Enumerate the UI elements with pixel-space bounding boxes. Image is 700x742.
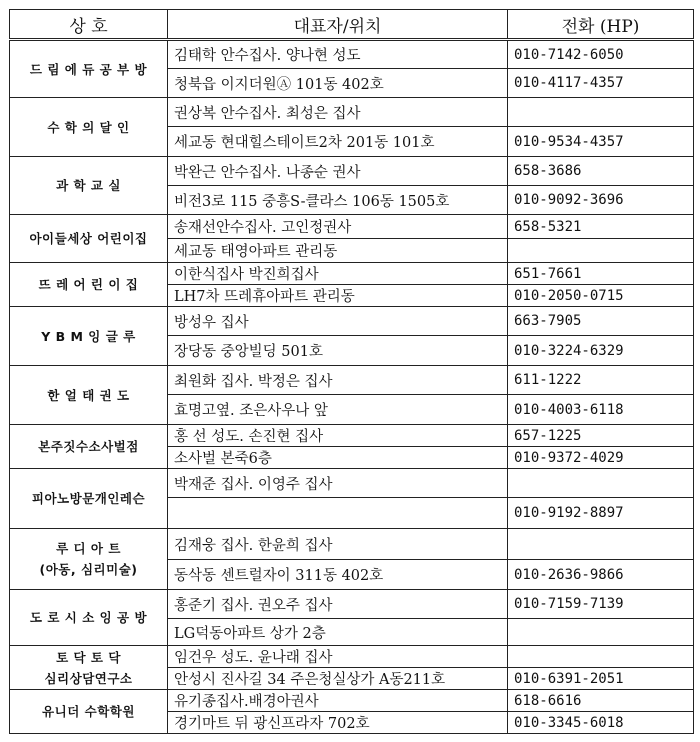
phone-cell: 010-3224-6329: [508, 336, 694, 366]
representative-cell: 홍준기 집사. 권오주 집사: [168, 590, 508, 619]
phone-cell: 010-6391-2051: [508, 668, 694, 690]
phone-cell: 010-9092-3696: [508, 186, 694, 215]
representative-cell: 경기마트 뒤 광신프라자 702호: [168, 712, 508, 734]
phone-cell: 651-7661: [508, 263, 694, 285]
header-row: [10, 10, 694, 40]
representative-cell: 김태학 안수집사. 양나현 성도: [168, 40, 508, 69]
phone-cell: 010-2636-9866: [508, 560, 694, 590]
representative-cell: 임건우 성도. 윤나래 집사: [168, 646, 508, 668]
business-name-cell: 수 학 의 달 인: [10, 98, 168, 157]
business-name-cell: 유니더 수학학원: [10, 690, 168, 734]
representative-cell: 박완근 안수집사. 나종순 권사: [168, 157, 508, 186]
representative-cell: 비전3로 115 중흥S-클라스 106동 1505호: [168, 186, 508, 215]
phone-cell: 010-2050-0715: [508, 285, 694, 307]
table-row: [10, 263, 694, 285]
representative-cell: 최원화 집사. 박정은 집사: [168, 366, 508, 395]
representative-cell: LH7차 뜨레휴아파트 관리동: [168, 285, 508, 307]
table-row: [10, 40, 694, 69]
representative-cell: [168, 498, 508, 529]
representative-cell: 효명고옆. 조은사우나 앞: [168, 395, 508, 425]
phone-cell: 658-5321: [508, 215, 694, 239]
phone-cell: 010-4117-4357: [508, 69, 694, 98]
business-directory-table: [9, 9, 694, 734]
representative-cell: 김재웅 집사. 한윤희 집사: [168, 529, 508, 560]
phone-cell: 663-7905: [508, 307, 694, 336]
phone-cell: [508, 619, 694, 646]
representative-cell: 방성우 집사: [168, 307, 508, 336]
business-name-cell: 뜨 레 어 린 이 집: [10, 263, 168, 307]
table-row: [10, 366, 694, 395]
phone-cell: 618-6616: [508, 690, 694, 712]
phone-cell: 658-3686: [508, 157, 694, 186]
representative-cell: 유기종집사.배경아권사: [168, 690, 508, 712]
directory-body: [10, 40, 694, 734]
table-row: [10, 590, 694, 619]
phone-cell: [508, 646, 694, 668]
phone-cell: 010-3345-6018: [508, 712, 694, 734]
phone-cell: [508, 98, 694, 127]
header-name: 상 호: [10, 10, 168, 40]
representative-cell: 청북읍 이지더원Ⓐ 101동 402호: [168, 69, 508, 98]
representative-cell: 동삭동 센트럴자이 311동 402호: [168, 560, 508, 590]
phone-cell: [508, 469, 694, 498]
table-row: [10, 157, 694, 186]
phone-cell: 010-9372-4029: [508, 447, 694, 469]
business-name-cell: 토 닥 토 닥 심리상담연구소: [10, 646, 168, 690]
representative-cell: 세교동 현대힐스테이트2차 201동 101호: [168, 127, 508, 157]
representative-cell: 홍 선 성도. 손진현 집사: [168, 425, 508, 447]
phone-cell: 010-7159-7139: [508, 590, 694, 619]
directory-sheet: [9, 9, 693, 734]
representative-cell: 권상복 안수집사. 최성은 집사: [168, 98, 508, 127]
table-row: [10, 646, 694, 668]
business-name-cell: Y B M 잉 글 루: [10, 307, 168, 366]
representative-cell: 박재준 집사. 이영주 집사: [168, 469, 508, 498]
header-rep: 대표자/위치: [168, 10, 508, 40]
business-name-cell: 드 림 에 듀 공 부 방: [10, 40, 168, 98]
phone-cell: 010-9192-8897: [508, 498, 694, 529]
business-name-cell: 도 로 시 소 잉 공 방: [10, 590, 168, 646]
representative-cell: 송재선안수집사. 고인정권사: [168, 215, 508, 239]
phone-cell: [508, 239, 694, 263]
table-row: [10, 469, 694, 498]
representative-cell: 세교동 태영아파트 관리동: [168, 239, 508, 263]
header-tel: 전화 (HP): [508, 10, 694, 40]
business-name-cell: 본주짓수소사벌점: [10, 425, 168, 469]
phone-cell: 010-7142-6050: [508, 40, 694, 69]
table-row: [10, 690, 694, 712]
phone-cell: 010-9534-4357: [508, 127, 694, 157]
representative-cell: LG덕동아파트 상가 2층: [168, 619, 508, 646]
representative-cell: 장당동 중앙빌딩 501호: [168, 336, 508, 366]
representative-cell: 안성시 진사길 34 주은청실상가 A동211호: [168, 668, 508, 690]
business-name-cell: 아이들세상 어린이집: [10, 215, 168, 263]
phone-cell: 611-1222: [508, 366, 694, 395]
table-row: [10, 307, 694, 336]
table-row: [10, 425, 694, 447]
business-name-cell: 한 얼 태 권 도: [10, 366, 168, 425]
phone-cell: 010-4003-6118: [508, 395, 694, 425]
phone-cell: 657-1225: [508, 425, 694, 447]
table-row: [10, 215, 694, 239]
representative-cell: 소사벌 본죽6층: [168, 447, 508, 469]
business-name-cell: 과 학 교 실: [10, 157, 168, 215]
business-name-cell: 루 디 아 트 (아동, 심리미술): [10, 529, 168, 590]
business-name-cell: 피아노방문개인레슨: [10, 469, 168, 529]
table-row: [10, 529, 694, 560]
table-row: [10, 98, 694, 127]
phone-cell: [508, 529, 694, 560]
representative-cell: 이한식집사 박진희집사: [168, 263, 508, 285]
